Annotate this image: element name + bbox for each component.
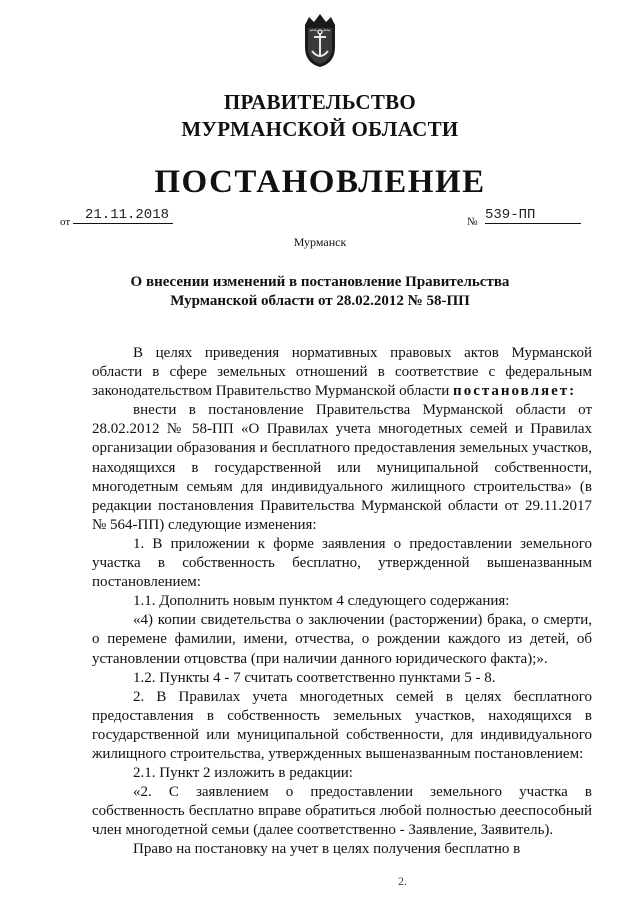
subject-line2: Мурманской области от 28.02.2012 № 58-ПП: [170, 293, 470, 309]
city: Мурманск: [293, 235, 347, 249]
body-paragraph: [92, 344, 592, 401]
document-subject: [100, 273, 540, 311]
document-date: 21.11.2018: [73, 207, 173, 224]
preamble-text: В целях приведения нормативных правовых актов Мурманской области в сфере земельных отношений в соответствие с федеральным законодательством Правительство Мурманской области: [92, 345, 592, 400]
decree-word: постановляет:: [453, 383, 577, 400]
body-paragraph: «4) копии свидетельства о заключении (расторжении) брака, о смерти, о перемене фамилии, имени, отчества, о рождении каждого из детей, об установлении отцовства (при наличии данного юридического факта);».: [92, 612, 592, 667]
document-type-title: ПОСТАНОВЛЕНИЕ: [154, 164, 486, 200]
org-name-line2: МУРМАНСКОЙ ОБЛАСТИ: [181, 117, 459, 141]
body-paragraph: 2. В Правилах учета многодетных семей в целях бесплатного предоставления в собственность земельных участков, находящихся в государственной или муниципальной собственности, для индивидуального жилищного строительства, утвержденных вышеназванным постановлением:: [92, 688, 592, 762]
coat-of-arms-icon: [299, 11, 341, 69]
body-paragraph: «2. С заявлением о предоставлении земельного участка в собственность бесплатно вправе обратиться любой полностью дееспособный член многодетной семьи (далее соответственно - Заявление, Заявитель).: [92, 784, 592, 839]
body-paragraph: Право на постановку на учет в целях получения бесплатно в: [133, 841, 521, 858]
org-name-line1: ПРАВИТЕЛЬСТВО: [223, 90, 417, 114]
subject-line1: О внесении изменений в постановление Правительства: [130, 274, 510, 290]
body-paragraph: 1.2. Пункты 4 - 7 считать соответственно пунктами 5 - 8.: [133, 669, 496, 686]
body-paragraph: 1. В приложении к форме заявления о предоставлении земельного участка в собственность бесплатно, утвержденной вышеназванным постановлением:: [92, 535, 592, 591]
body-paragraph: 2.1. Пункт 2 изложить в редакции:: [133, 765, 353, 782]
number-label: №: [467, 216, 478, 228]
body-paragraph: 1.1. Дополнить новым пунктом 4 следующего содержания:: [133, 593, 510, 610]
date-label: от: [60, 216, 71, 228]
page-mark: 2.: [398, 874, 407, 888]
document-body: [92, 344, 592, 860]
document-number: 539-ПП: [485, 207, 581, 224]
body-paragraph: внести в постановление Правительства Мурманской области от 28.02.2012 № 58-ПП «О Правилах учета многодетных семей и Правилах организации образования и бесплатного предоставления земельных участков, находящихся в государственной или муниципальной собственности, многодетным семьям для индивидуального жилищного строительства» (в редакции постановления Правительства Мурманской области от 29.11.2017 № 564-ПП) следующие изменения:: [92, 402, 592, 533]
